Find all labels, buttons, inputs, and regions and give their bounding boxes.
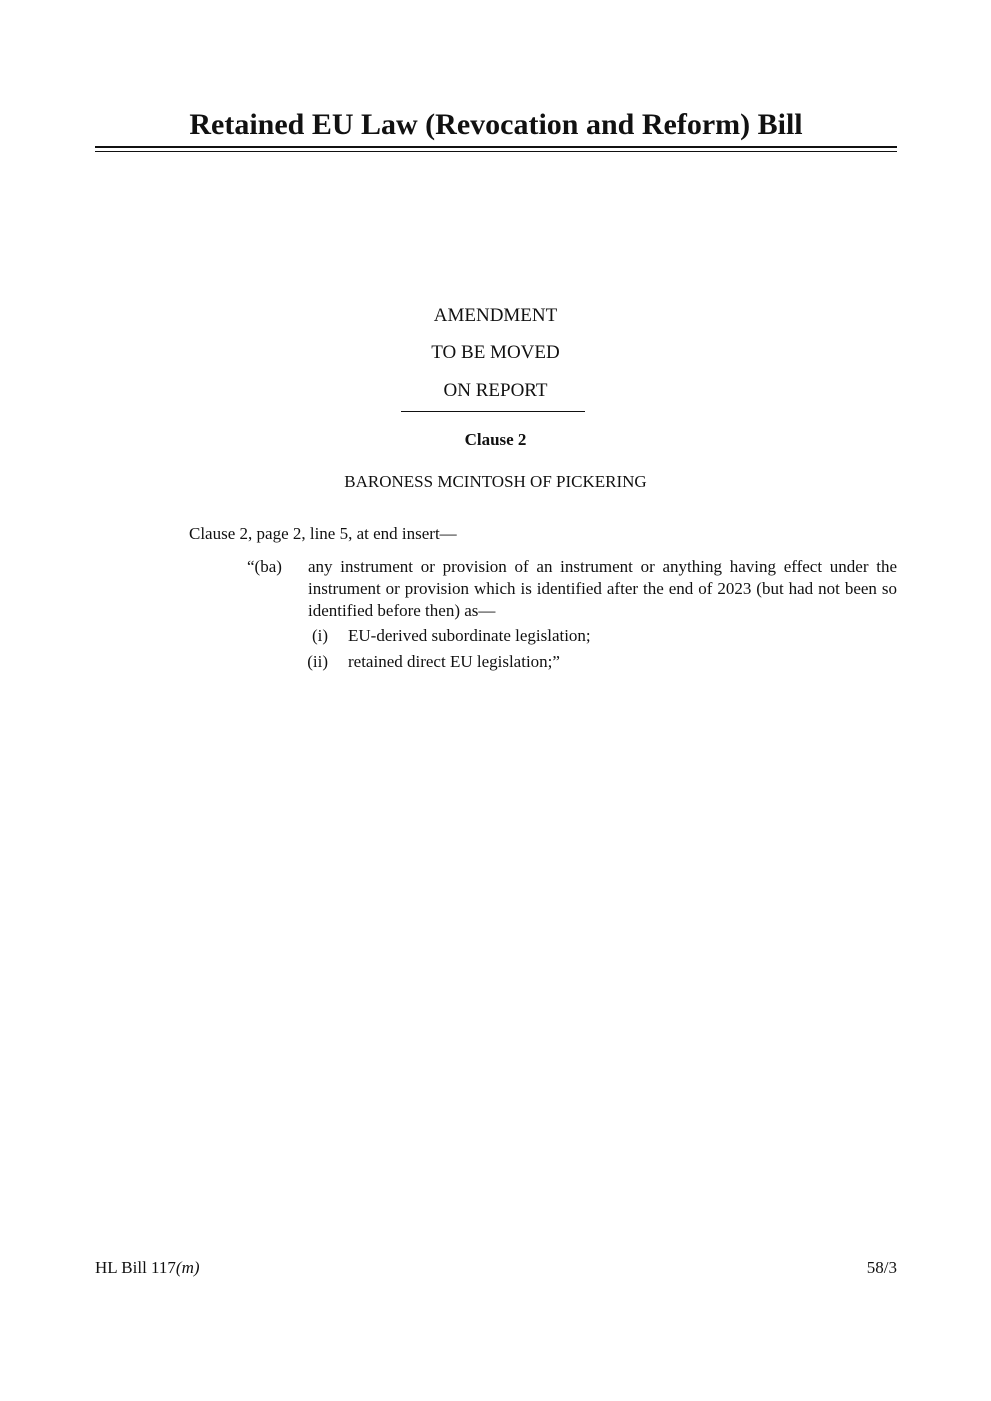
amendment-heading-line-1: AMENDMENT — [433, 305, 558, 326]
sub-item-label: (ii) — [307, 652, 328, 671]
title-double-rule — [95, 146, 897, 152]
sub-item — [308, 651, 560, 673]
amendment-heading-line-3: ON REPORT — [443, 380, 548, 401]
page-reference: 58/3 — [866, 1258, 897, 1277]
paragraph-label: “(ba) — [247, 557, 282, 576]
sub-item-text: EU-derived subordinate legislation; — [348, 626, 591, 645]
amendment-heading-line-2: TO BE MOVED — [431, 342, 560, 363]
page-title: Retained EU Law (Revocation and Reform) Bill — [189, 108, 803, 141]
bill-ref-text: HL Bill 117 — [95, 1258, 176, 1277]
member-name: BARONESS MCINTOSH OF PICKERING — [344, 472, 647, 491]
sub-item-text: retained direct EU legislation;” — [348, 652, 560, 671]
bill-reference — [95, 1256, 200, 1280]
heading-rule — [401, 411, 585, 412]
amendment-instruction: Clause 2, page 2, line 5, at end insert— — [189, 524, 457, 543]
bill-ref-suffix: (m) — [175, 1258, 200, 1277]
paragraph-text: any instrument or provision of an instrument or anything having effect under the instrument or provision which is identified after the end of 2023 (but had not been so identified before then) as— — [308, 557, 897, 620]
clause-heading: Clause 2 — [464, 430, 527, 449]
sub-item — [308, 625, 591, 647]
sub-item-label: (i) — [311, 626, 328, 645]
